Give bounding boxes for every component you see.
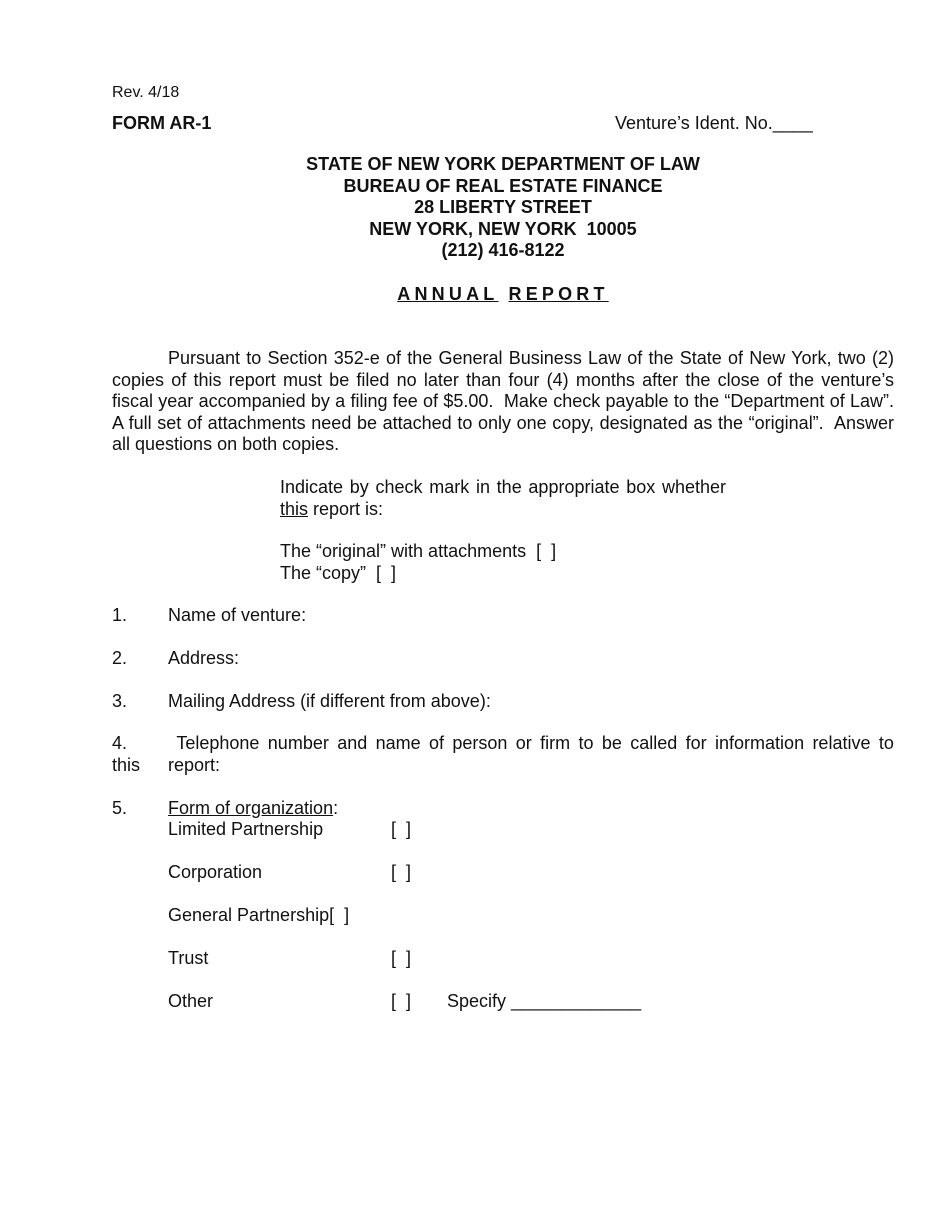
intro-text: Pursuant to Section 352-e of the General Business Law of the State of New York, two (2) copies of this report must be filed no later than four (4) months after the close of the venture’s fiscal year accompanied by a filing fee of $5.00. Make check payable to the “Department of Law”. A full set of attachments need be attached to only one copy, designated as the “original”. Answer all questions on both copies. bbox=[112, 348, 905, 454]
mailing-address-label: Mailing Address (if different from above): bbox=[168, 691, 491, 711]
telephone-label-word: information bbox=[715, 733, 805, 753]
title-word-annual: ANNUAL bbox=[397, 284, 499, 304]
organization-form-heading bbox=[168, 798, 338, 820]
report-title bbox=[112, 284, 894, 306]
option-general-partnership-checkbox[interactable]: General Partnership[ ] bbox=[168, 905, 350, 925]
original-checkbox-option[interactable]: The “original” with attachments [ ] bbox=[280, 541, 557, 561]
address-label: Address: bbox=[168, 648, 240, 668]
venture-name-label: Name of venture: bbox=[168, 605, 307, 625]
telephone-label-word: to bbox=[878, 733, 894, 753]
title-word-report: REPORT bbox=[508, 284, 609, 304]
revision-label: Rev. 4/18 bbox=[112, 84, 180, 101]
indicate-text-before: Indicate by check mark in the appropriate box whether bbox=[280, 477, 726, 497]
copy-checkbox-option[interactable]: The “copy” [ ] bbox=[280, 563, 397, 583]
indicate-instructions bbox=[280, 477, 726, 520]
telephone-label-word: called bbox=[630, 733, 678, 753]
telephone-label-word: of bbox=[428, 733, 444, 753]
organization-form-colon: : bbox=[333, 798, 339, 818]
item-number: 5. bbox=[112, 798, 128, 818]
header-line: NEW YORK, NEW YORK 10005 bbox=[369, 218, 637, 239]
option-trust-label: Trust bbox=[168, 948, 209, 968]
item-number: 3. bbox=[112, 691, 128, 711]
option-limited-partnership-label: Limited Partnership bbox=[168, 819, 324, 839]
option-limited-partnership-checkbox[interactable]: [ ] bbox=[391, 819, 412, 839]
option-other-checkbox[interactable]: [ ] bbox=[391, 991, 412, 1011]
indicate-text-after: report is: bbox=[313, 498, 384, 519]
telephone-label-word: and bbox=[337, 733, 368, 753]
telephone-contact-item bbox=[112, 733, 894, 776]
venture-ident-field[interactable]: Venture’s Ident. No.____ bbox=[615, 113, 813, 133]
option-corporation-checkbox[interactable]: [ ] bbox=[391, 862, 412, 882]
item-number: 1. bbox=[112, 605, 128, 625]
item-number: 4. bbox=[112, 733, 128, 753]
form-id: FORM AR-1 bbox=[112, 113, 212, 133]
header-line: BUREAU OF REAL ESTATE FINANCE bbox=[343, 175, 663, 196]
telephone-label-word: to bbox=[578, 733, 594, 753]
telephone-label-word: firm bbox=[540, 733, 571, 753]
option-corporation-label: Corporation bbox=[168, 862, 263, 882]
telephone-label-word: be bbox=[601, 733, 622, 753]
option-other-label: Other bbox=[168, 991, 214, 1011]
telephone-label-word: for bbox=[685, 733, 707, 753]
option-trust-checkbox[interactable]: [ ] bbox=[391, 948, 412, 968]
telephone-label-word: name bbox=[375, 733, 421, 753]
telephone-label-word: person bbox=[452, 733, 508, 753]
telephone-label-word: relative bbox=[812, 733, 871, 753]
header-line: 28 LIBERTY STREET bbox=[414, 197, 592, 217]
telephone-label-word: Telephone bbox=[176, 733, 260, 753]
agency-header bbox=[112, 154, 894, 262]
telephone-label-end: report: bbox=[168, 754, 221, 775]
telephone-label-prefix: this bbox=[112, 754, 141, 775]
indicate-text-this: this bbox=[280, 498, 309, 519]
intro-paragraph bbox=[112, 348, 905, 456]
specify-other-field[interactable]: Specify _____________ bbox=[447, 991, 642, 1011]
telephone-label-word: number bbox=[267, 733, 329, 753]
organization-form-label: Form of organization bbox=[168, 798, 334, 818]
item-number: 2. bbox=[112, 648, 128, 668]
header-line: STATE OF NEW YORK DEPARTMENT OF LAW bbox=[306, 154, 700, 174]
telephone-label-word: or bbox=[515, 733, 532, 753]
header-line: (212) 416-8122 bbox=[441, 240, 565, 260]
